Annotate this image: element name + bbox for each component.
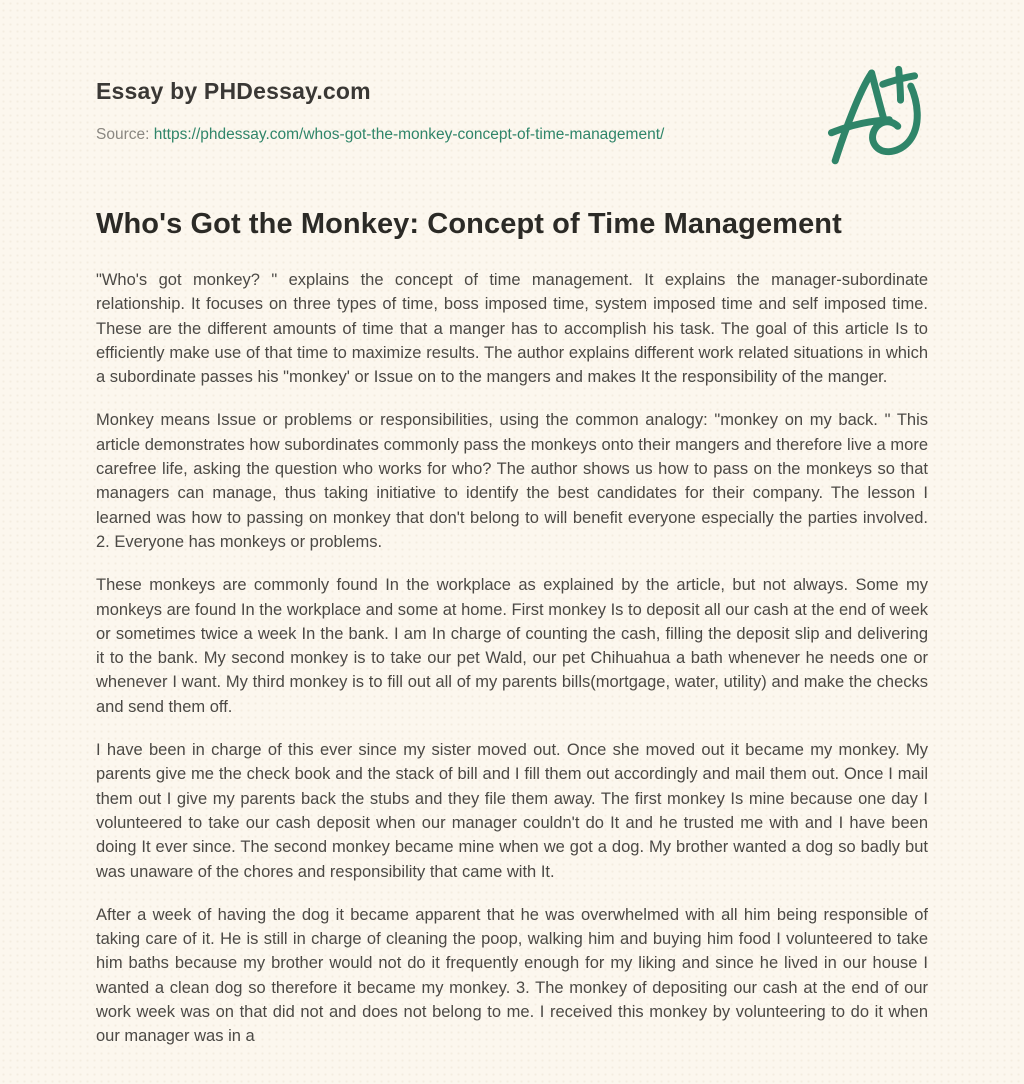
essay-paragraph: "Who's got monkey? " explains the concept of time management. It explains the manager-subordinate relationship. It focuses on three types of time, boss imposed time, system imposed time and self imposed time. These are the different amounts of time that a manger has to accomplish his task. The goal of this article Is to efficiently make use of that time to maximize results. The author explains different work related situations in which a subordinate passes his "monkey' or Issue on to the mangers and makes It the responsibility of the manger. [96,271,928,387]
essay-title: Who's Got the Monkey: Concept of Time Management [96,208,842,240]
essay-paragraph: I have been in charge of this ever since my sister moved out. Once she moved out it became my monkey. My parents give me the check book and the stack of bill and I fill them out accordingly and mail them out. Once I mail them out I give my parents back the stubs and they file them away. The first monkey Is mine because one day I volunteered to take our cash deposit when our manager couldn't do It and he trusted me with and I have been doing It ever since. The second monkey became mine when we got a dog. My brother wanted a dog so badly but was unaware of the chores and responsibility that came with It. [96,741,928,881]
essay-byline: Essay by PHDessay.com [96,78,371,104]
essay-paragraph: Monkey means Issue or problems or responsibilities, using the common analogy: "monkey on my back. " This article demonstrates how subordinates commonly pass the monkeys onto their mangers and therefore live a more carefree life, asking the question who works for who? The author shows us how to pass on the monkeys so that managers can manage, thus taking initiative to identify the best candidates for their company. The lesson I learned was how to passing on monkey that don't belong to will benefit everyone especially the parties involved. 2. Everyone has monkeys or problems. [96,411,928,551]
source-line [96,126,928,144]
essay-paragraph: After a week of having the dog it became apparent that he was overwhelmed with all him being responsible of taking care of it. He is still in charge of cleaning the poop, walking him and buying him food I volunteered to take him baths because my brother would not do it frequently enough for my liking and since he lived in our house I wanted a clean dog so therefore it became my monkey. 3. The monkey of depositing our cash at the end of our work week was on that did not and does not belong to me. I received this monkey by volunteering to do it when our manager was in a [96,905,928,1046]
essay-body [96,268,928,1049]
source-label: Source: [96,126,150,143]
a-plus-logo-icon [824,64,936,168]
source-url-link[interactable]: https://phdessay.com/whos-got-the-monkey-concept-of-time-management/ [153,126,665,143]
essay-paragraph: These monkeys are commonly found In the workplace as explained by the article, but not always. Some my monkeys are found In the workplace and some at home. First monkey Is to deposit all our cash at the end of week or sometimes twice a week In the bank. I am In charge of counting the cash, filling the deposit slip and delivering it to the bank. My second monkey is to take our pet Wald, our pet Chihuahua a bath whenever he needs one or whenever I want. My third monkey is to fill out all of my parents bills(mortgage, water, utility) and make the checks and send them off. [96,576,928,716]
